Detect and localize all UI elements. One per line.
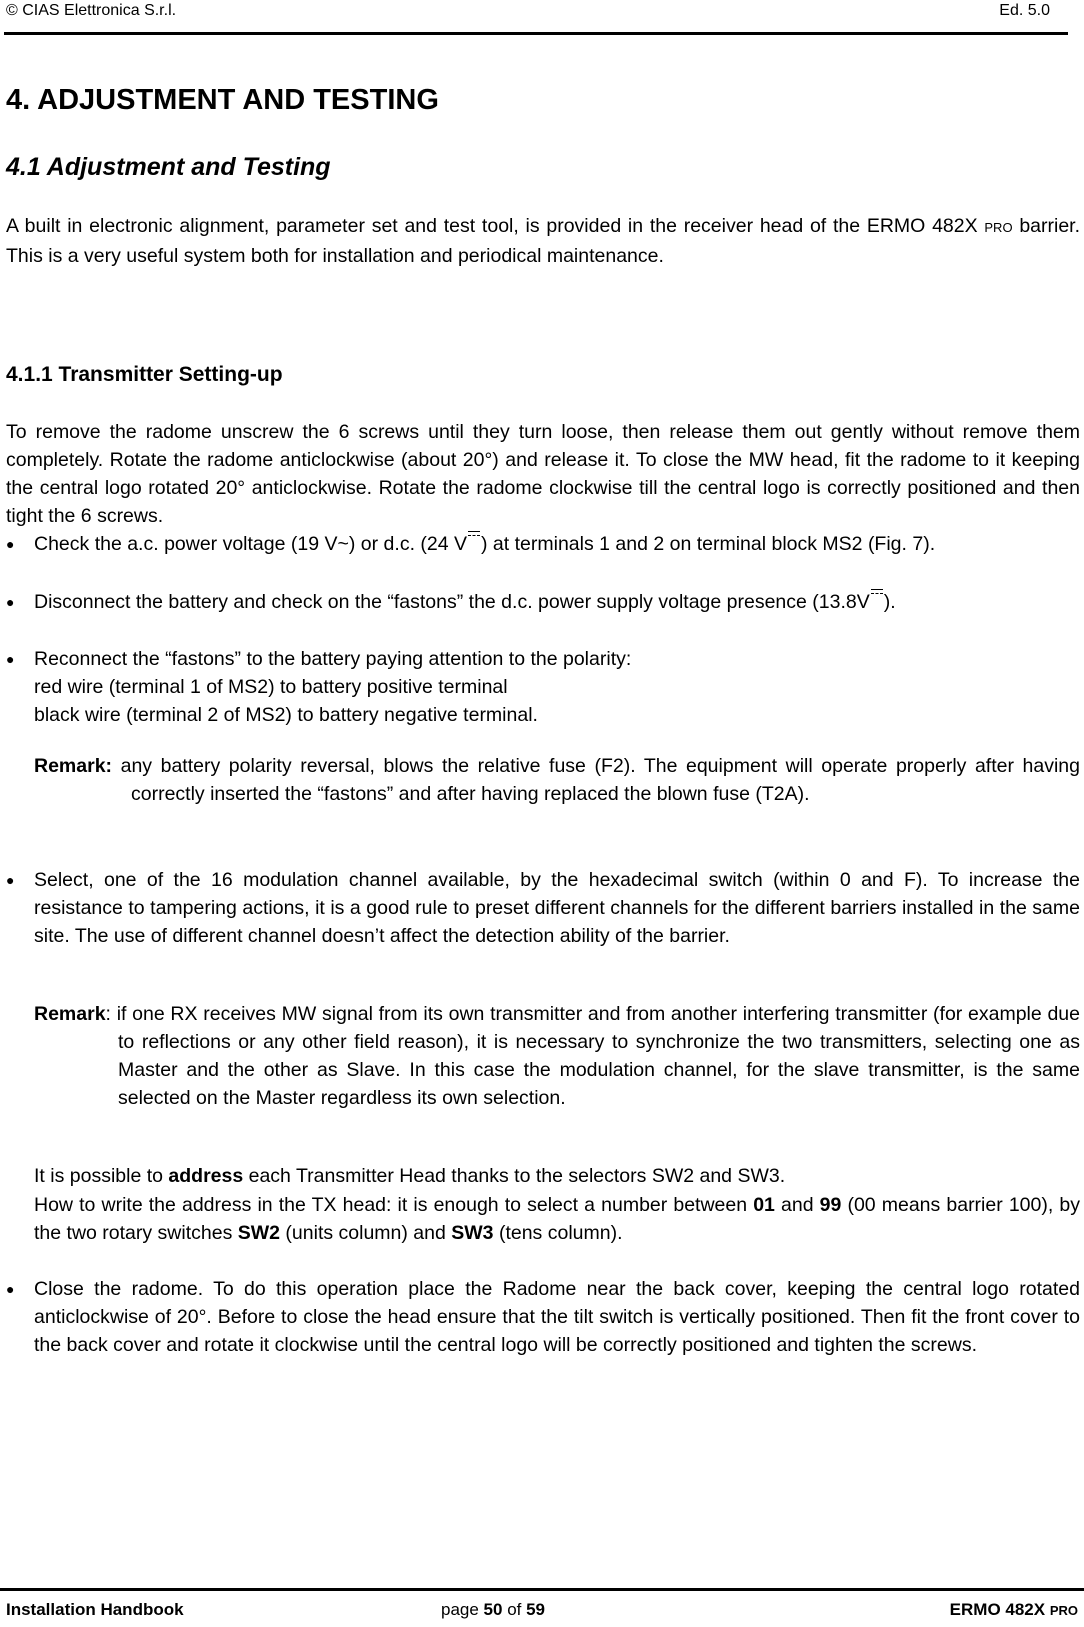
handbook-label: Installation Handbook [6,1600,184,1619]
dc-symbol-icon [870,589,884,617]
intro-paragraph: A built in electronic alignment, parameter set and test tool, is provided in the receiver head of the ERMO 482X PRO barrier. This is a very useful system both for installation and periodical maintenance. [6,215,1081,267]
product-name: ERMO 482X PRO [949,1600,1078,1619]
remark-label: Remark: [34,755,113,777]
bullet-icon: ● [6,872,15,888]
section-title: 4. ADJUSTMENT AND TESTING [6,84,439,116]
page-number: page 50 of 59 [441,1600,546,1619]
edition-label: Ed. 5.0 [999,2,1050,19]
footer-rule [0,1588,1084,1591]
bullet-icon: ● [6,536,15,552]
dc-symbol-icon [467,531,481,559]
header-rule [4,32,1068,35]
company-name: © CIAS Elettronica S.r.l. [6,2,177,19]
radome-paragraph: To remove the radome unscrew the 6 screws until they turn loose, then release them out gently without remove them completely. Rotate the radome anticlockwise (about 20°) and release it. To close the MW head, fit the radome to it keeping the central logo rotated 20° anticlockwise. Rotate the radome clockwise till the central logo is correctly positioned and then tight the 6 screws. [6,421,1080,527]
address-paragraph: It is possible to address each Transmitter Head thanks to the selectors SW2 and SW3. [34,1165,786,1187]
pro-suffix: PRO [984,220,1013,235]
page-header [6,2,1050,30]
remark-block: Remark: any battery polarity reversal, blows the relative fuse (F2). The equipment will operate properly after having correctly inserted the “fastons” and after having replaced the blown fuse (T2A). [34,755,1080,805]
subsection-title: 4.1 Adjustment and Testing [6,153,331,181]
red-wire-line: red wire (terminal 1 of MS2) to battery positive terminal [34,676,508,698]
address-howto-paragraph: How to write the address in the TX head: it is enough to select a number between 01 and 99 (00 means barrier 100), by the two rotary switches SW2 (units column) and SW3 (tens column). [34,1194,1080,1244]
subsubsection-title: 4.1.1 Transmitter Setting-up [6,363,283,386]
bullet-icon: ● [6,1281,15,1297]
bullet-icon: ● [6,594,15,610]
remark-block: Remark: if one RX receives MW signal from its own transmitter and from another interfering transmitter (for example due to reflections or any other field reason), it is necessary to synchronize the two transmitters, selecting one as Master and the other as Slave. In this case the modulation channel, for the slave transmitter, is the same selected on the Master regardless its own selection. [34,1003,1080,1109]
black-wire-line: black wire (terminal 2 of MS2) to battery negative terminal. [34,704,538,726]
remark-label: Remark [34,1003,106,1025]
bullet-icon: ● [6,651,15,667]
